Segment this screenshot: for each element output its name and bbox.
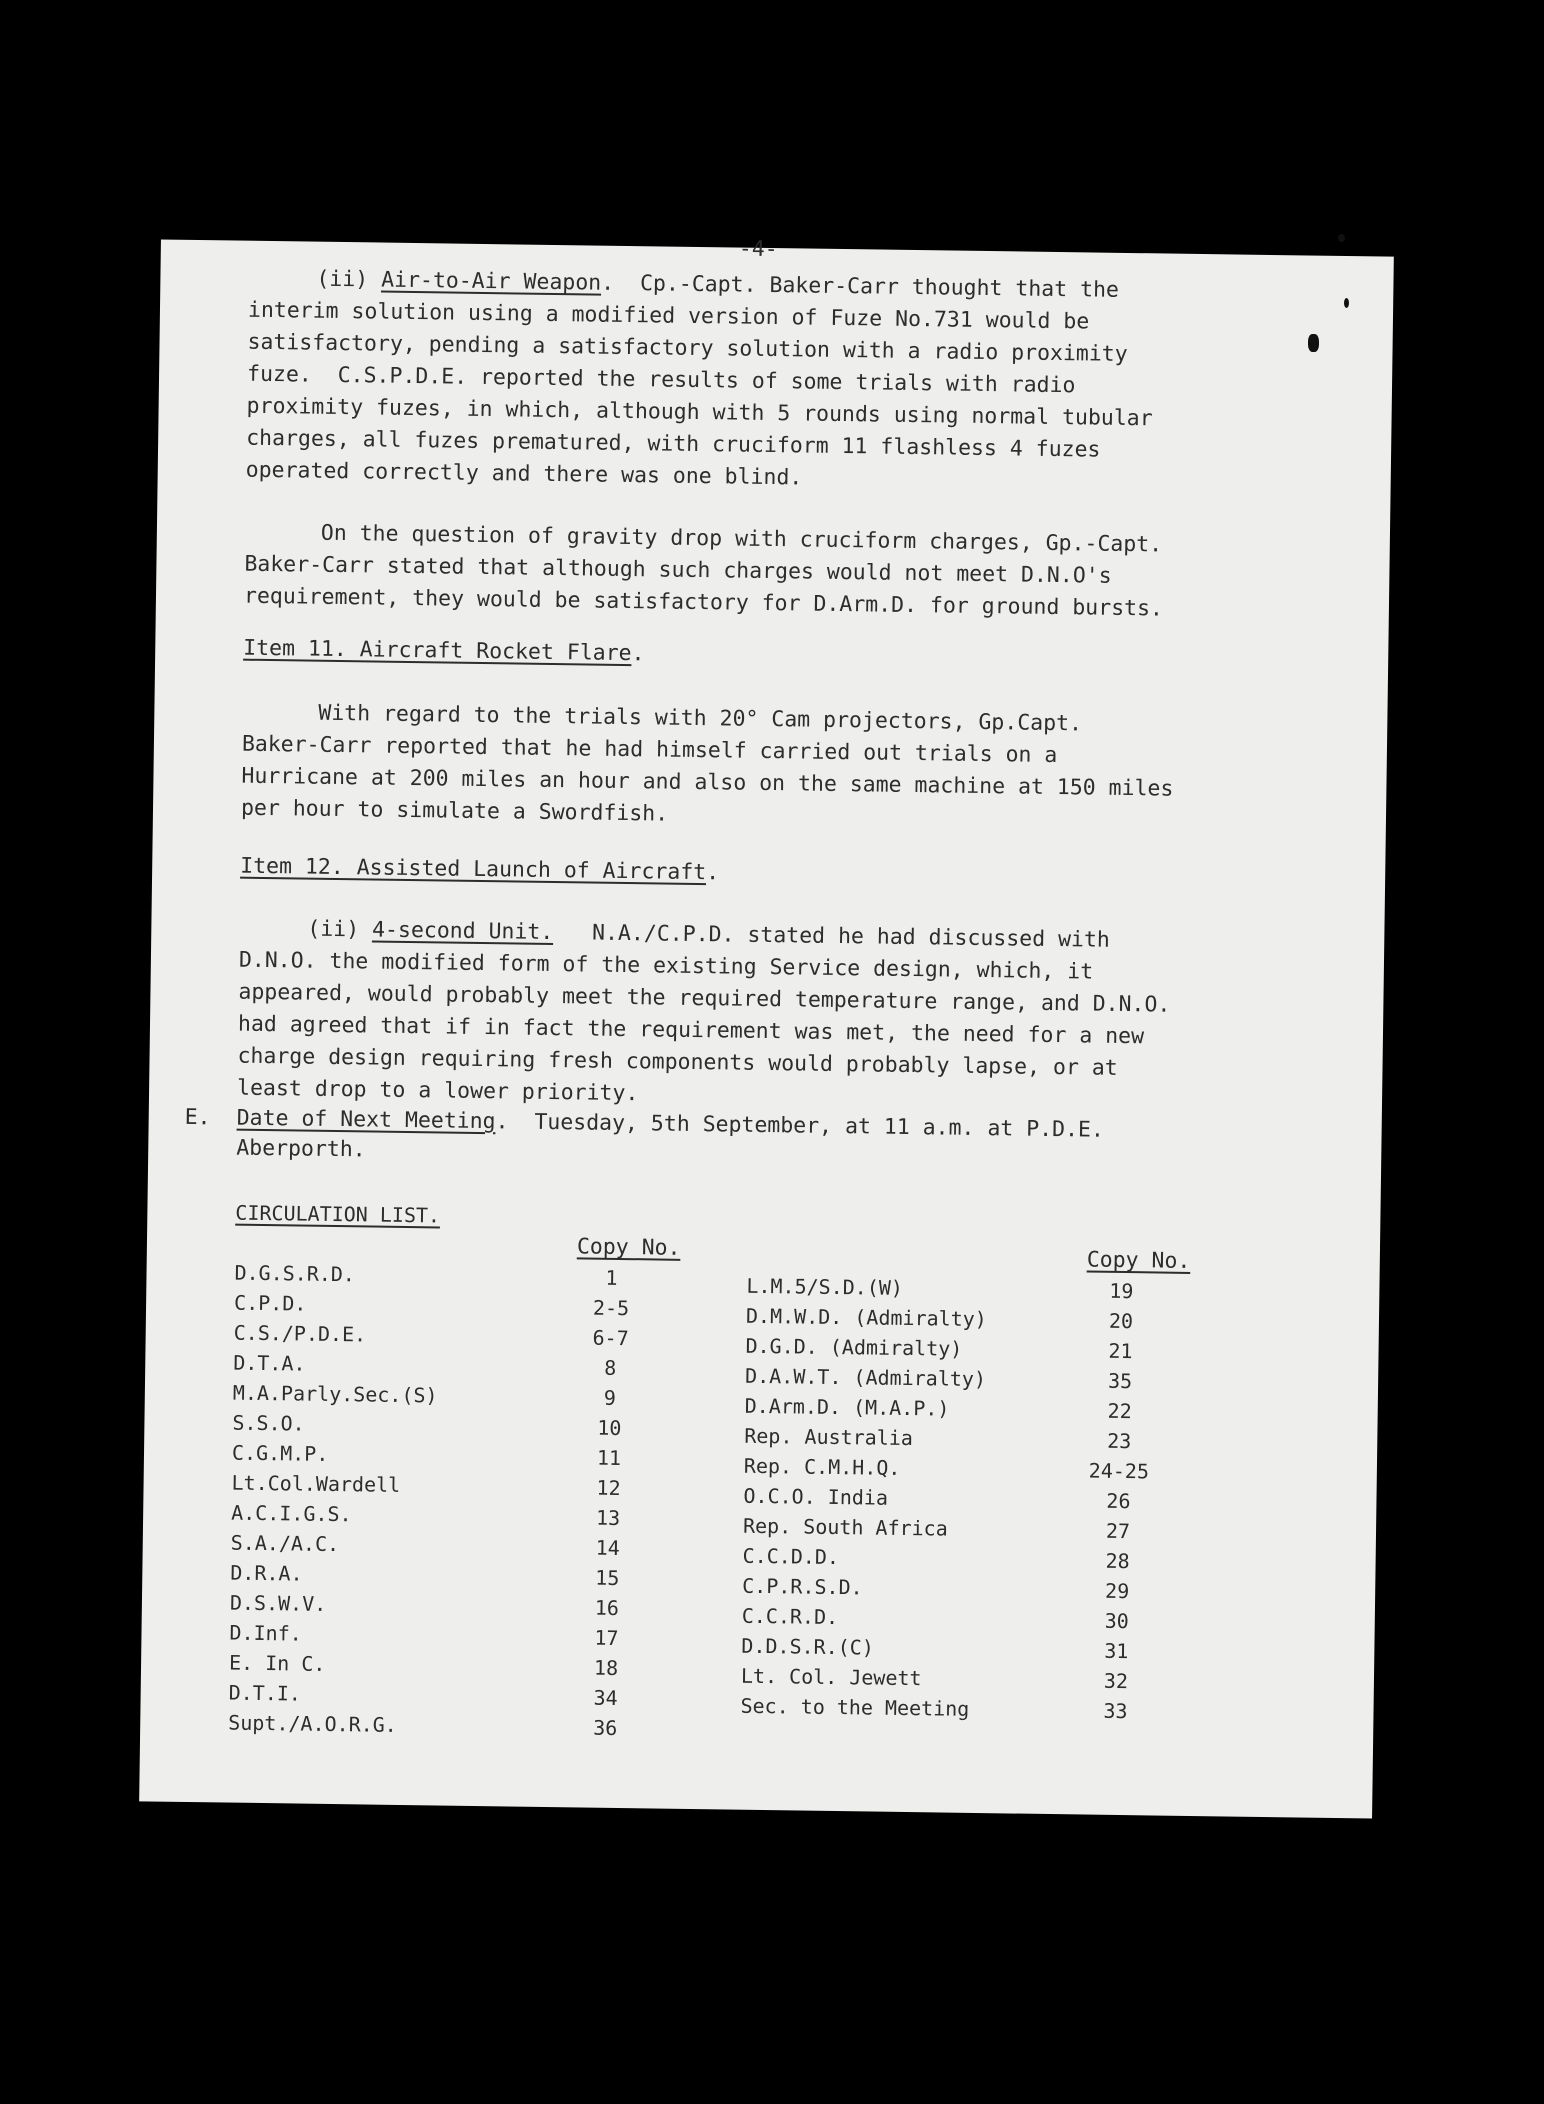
circulation-recipient: A.C.I.G.S.: [231, 1500, 352, 1527]
circulation-copy-number: 34: [593, 1685, 618, 1710]
next-meeting-label: Date of Next Meeting: [236, 1105, 496, 1135]
text-line: charge design requiring fresh components would probably lapse, or at: [237, 1043, 1118, 1081]
circulation-copy-number: 23: [1107, 1428, 1132, 1454]
circulation-copy-number: 12: [596, 1475, 621, 1501]
circulation-left-names: [228, 1257, 439, 1740]
scan-speck: [1308, 334, 1319, 352]
item-11-paragraph: [241, 697, 1323, 840]
circulation-recipient: S.A./A.C.: [230, 1530, 340, 1557]
circulation-recipient: D.M.W.D. (Admiralty): [745, 1303, 987, 1332]
circulation-recipient: Sec. to the Meeting: [740, 1693, 970, 1721]
circulation-copy-number: 36: [593, 1715, 618, 1740]
circulation-recipient: D.T.I.: [228, 1680, 302, 1706]
circulation-recipient: Lt. Col. Jewett: [740, 1663, 922, 1691]
air-to-air-title: Air-to-Air Weapon: [380, 267, 602, 296]
circulation-recipient: Lt.Col.Wardell: [231, 1470, 401, 1497]
circulation-recipient: Rep. South Africa: [742, 1513, 948, 1541]
text-line: With regard to the trials with 20° Cam projectors, Gp.Capt.: [318, 700, 1083, 737]
circulation-recipient: S.S.O.: [232, 1410, 305, 1436]
text-line: per hour to simulate a Swordfish.: [240, 795, 669, 827]
circulation-copy-number: 22: [1107, 1398, 1132, 1424]
circulation-heading-text: CIRCULATION LIST.: [235, 1200, 441, 1228]
circulation-copy-number: 21: [1108, 1338, 1133, 1364]
gravity-drop-paragraph: [244, 517, 1325, 628]
circulation-copy-number: 9: [603, 1385, 617, 1410]
next-meeting-line: Date of Next Meeting. Tuesday, 5th September, at 11 a.m. at P.D.E.: [236, 1105, 1105, 1143]
circulation-copy-number: 35: [1107, 1368, 1133, 1394]
circulation-recipient: Rep. Australia: [744, 1423, 914, 1451]
circulation-recipient: O.C.O. India: [743, 1483, 889, 1510]
item-12-heading: Item 12. Assisted Launch of Aircraft.: [240, 853, 720, 886]
circulation-copy-number: 30: [1104, 1608, 1129, 1634]
next-meeting-place: Aberporth.: [236, 1135, 366, 1163]
circulation-copy-number: 24-25: [1088, 1458, 1150, 1484]
scan-speck: [1344, 298, 1349, 308]
circulation-copy-number: 13: [595, 1505, 621, 1531]
circulation-recipient: C.P.R.S.D.: [742, 1573, 863, 1600]
text-line: Hurricane at 200 miles an hour and also on the same machine at 150 miles: [241, 763, 1174, 802]
page-number: -4-: [738, 236, 778, 263]
circulation-recipient: C.C.D.D.: [742, 1543, 840, 1570]
circulation-recipient: C.S./P.D.E.: [233, 1320, 367, 1347]
circulation-copy-number: 10: [597, 1415, 622, 1441]
next-meeting-detail: Tuesday, 5th September, at 11 a.m. at P.D.E.: [534, 1109, 1105, 1143]
circulation-recipient: Supt./A.O.R.G.: [228, 1710, 397, 1737]
document-page: [139, 236, 1394, 1818]
circulation-recipient: Rep. C.M.H.Q.: [743, 1453, 901, 1480]
text-line: appeared, would probably meet the required temperature range, and D.N.O.: [238, 979, 1171, 1018]
item-11-heading-text: Item 11. Aircraft Rocket Flare: [243, 635, 632, 667]
copy-no-header-left: Copy No.: [576, 1234, 681, 1261]
copy-no-header-right: Copy No.: [1086, 1247, 1191, 1274]
next-meeting-letter: E.: [184, 1104, 211, 1131]
circulation-right-names: [740, 1270, 987, 1723]
air-to-air-paragraph: (ii) Air-to-Air Weapon. Cp.-Capt. Baker-Carr thought that the interim solution using a modified version of Fuze No.731 would be satisfactory, pending a satisfactory solution with a radio proximity fuze. C.S.P.D.E. reported the results of some trials with radio proximity fuzes, in which, although with 5 rounds using normal tubular charges, all fuzes prematured, with cruciform 11 flashless 4 fuzes operated correctly and there was one blind.: [246, 263, 1329, 502]
circulation-recipient: D.S.W.V.: [229, 1590, 327, 1616]
circulation-recipient: M.A.Parly.Sec.(S): [232, 1380, 438, 1408]
text-line: least drop to a lower priority.: [236, 1075, 639, 1107]
circulation-copy-number: 26: [1106, 1488, 1131, 1514]
circulation-copy-number: 20: [1108, 1308, 1134, 1334]
circulation-copy-number: 19: [1109, 1278, 1134, 1304]
circulation-copy-number: 14: [595, 1535, 620, 1561]
item-12-paragraph: [237, 913, 1320, 1120]
text-line: requirement, they would be satisfactory for D.Arm.D. for ground bursts.: [243, 583, 1164, 622]
text-line: proximity fuzes, in which, although with 5 rounds using normal tubular: [246, 393, 1153, 432]
circulation-copy-number: 17: [594, 1625, 619, 1650]
circulation-heading: [235, 1197, 440, 1232]
text-line: charges, all fuzes prematured, with cruciform 11 flashless 4 fuzes: [246, 425, 1101, 463]
text-line: Baker-Carr stated that although such charges would not meet D.N.O's: [244, 551, 1112, 589]
circulation-copy-number: 29: [1104, 1578, 1130, 1604]
item-ref: (ii): [316, 266, 369, 293]
text-line: N.A./C.P.D. stated he had discussed with: [591, 920, 1111, 953]
circulation-copy-number: 31: [1104, 1638, 1129, 1664]
circulation-recipient: D.A.W.T. (Admiralty): [744, 1363, 987, 1392]
text-line: Cp.-Capt. Baker-Carr thought that the: [639, 271, 1120, 303]
circulation-copy-number: 6-7: [592, 1325, 629, 1351]
circulation-recipient: C.G.M.P.: [231, 1440, 329, 1466]
circulation-copy-number: 18: [593, 1655, 619, 1680]
circulation-copy-number: 1: [605, 1265, 618, 1290]
circulation-recipient: D.R.A.: [230, 1560, 303, 1586]
circulation-recipient: D.Inf.: [229, 1620, 302, 1646]
circulation-recipient: D.G.D. (Admiralty): [745, 1333, 963, 1361]
text-line: On the question of gravity drop with cruciform charges, Gp.-Capt.: [320, 520, 1163, 558]
circulation-left-copies: [560, 1261, 657, 1742]
circulation-recipient: D.Arm.D. (M.A.P.): [744, 1393, 950, 1421]
text-line: operated correctly and there was one blind.: [245, 457, 803, 491]
circulation-copy-number: 27: [1105, 1518, 1131, 1544]
circulation-copy-number: 11: [596, 1445, 622, 1471]
circulation-right-copies: [1070, 1274, 1166, 1725]
circulation-copy-number: 33: [1103, 1698, 1128, 1724]
circulation-copy-number: 16: [594, 1595, 620, 1620]
text-line: fuze. C.S.P.D.E. reported the results of some trials with radio: [246, 361, 1076, 399]
circulation-recipient: D.G.S.R.D.: [234, 1260, 356, 1287]
text-line: had agreed that if in fact the requirement was met, the need for a new: [237, 1011, 1145, 1050]
text-line: Baker-Carr reported that he had himself carried out trials on a: [241, 731, 1058, 769]
circulation-copy-number: 32: [1103, 1668, 1129, 1694]
item-11-heading: Item 11. Aircraft Rocket Flare.: [243, 635, 645, 667]
circulation-recipient: E. In C.: [228, 1650, 326, 1676]
circulation-recipient: L.M.5/S.D.(W): [746, 1273, 904, 1300]
text-line: interim solution using a modified version of Fuze No.731 would be: [247, 297, 1090, 335]
text-line: D.N.O. the modified form of the existing Service design, which, it: [238, 947, 1094, 985]
circulation-copy-number: 8: [604, 1355, 617, 1380]
circulation-copy-number: 28: [1105, 1548, 1130, 1574]
four-second-unit-title: 4-second Unit.: [371, 917, 554, 946]
circulation-copy-number: 2-5: [592, 1295, 630, 1321]
circulation-copy-number: 15: [595, 1565, 620, 1590]
item-12-heading-text: Item 12. Assisted Launch of Aircraft: [240, 853, 707, 886]
circulation-recipient: C.C.R.D.: [741, 1603, 839, 1630]
circulation-recipient: C.P.D.: [233, 1290, 307, 1316]
item-ref: (ii): [307, 916, 360, 943]
text-line: satisfactory, pending a satisfactory solution with a radio proximity: [247, 329, 1128, 367]
circulation-recipient: D.D.S.R.(C): [741, 1633, 874, 1660]
scan-speck: [1338, 234, 1345, 242]
circulation-recipient: D.T.A.: [233, 1350, 306, 1376]
